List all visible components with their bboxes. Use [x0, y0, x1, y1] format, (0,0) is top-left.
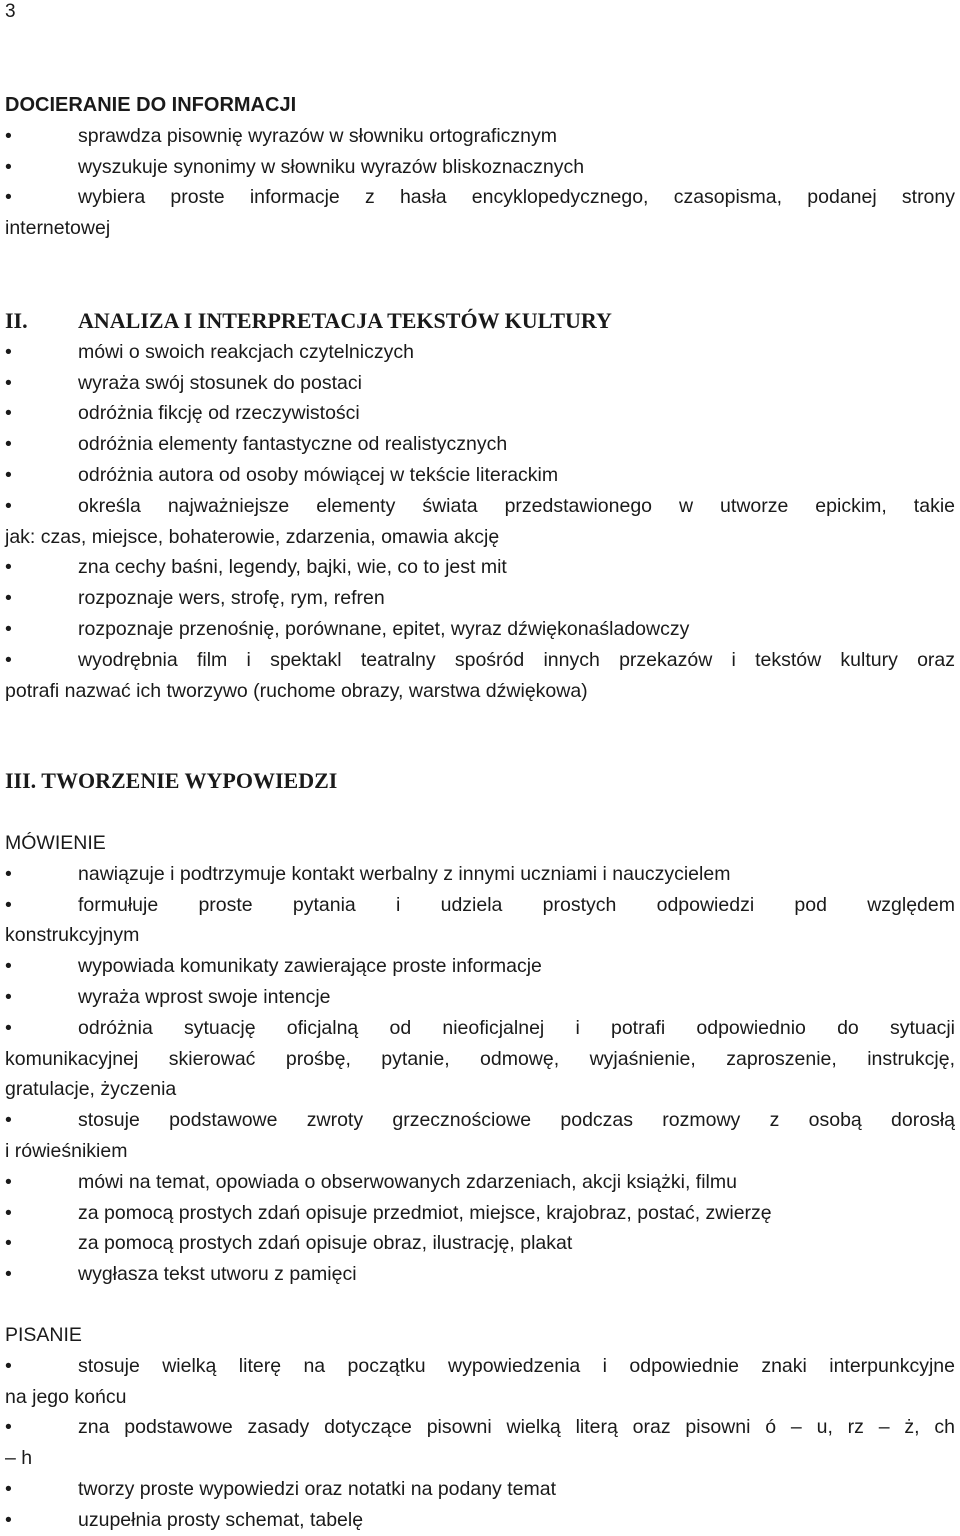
- bullet-icon: •: [5, 494, 12, 517]
- list-item: • formułuje proste pytania i udziela prostych odpowiedzi pod względem konstrukcyjnym: [5, 890, 955, 952]
- section-docieranie: [5, 90, 955, 244]
- section-tworzenie: [5, 766, 955, 797]
- list-item: • mówi o swoich reakcjach czytelniczych: [5, 337, 955, 368]
- section-analiza: [5, 306, 955, 706]
- section-title: DOCIERANIE DO INFORMACJI: [5, 94, 297, 116]
- list-item: • za pomocą prostych zdań opisuje obraz, ilustrację, plakat: [5, 1228, 955, 1259]
- list-item: • nawiązuje i podtrzymuje kontakt werbalny z innymi uczniami i nauczycielem: [5, 859, 955, 890]
- list-item: • określa najważniejsze elementy świata przedstawionego w utworze epickim, takie jak: czas, miejsce, bohaterowie, zdarzenia, omawia akcję: [5, 491, 955, 553]
- list-item: • wyraża swój stosunek do postaci: [5, 368, 955, 399]
- list-item: • tworzy proste wypowiedzi oraz notatki na podany temat: [5, 1474, 955, 1505]
- list-item: • wygłasza tekst utworu z pamięci: [5, 1259, 955, 1290]
- list-item: • stosuje wielką literę na początku wypowiedzenia i odpowiednie znaki interpunkcyjne na jego końcu: [5, 1351, 955, 1413]
- list-item: • wyodrębnia film i spektakl teatralny spośród innych przekazów i tekstów kultury oraz potrafi nazwać ich tworzywo (ruchome obrazy, warstwa dźwiękowa): [5, 645, 955, 707]
- list-item: • zna cechy baśni, legendy, bajki, wie, co to jest mit: [5, 552, 955, 583]
- bullet-icon: •: [5, 1109, 12, 1132]
- bullet-icon: •: [5, 463, 12, 486]
- bullet-icon: •: [5, 371, 12, 394]
- bullet-icon: •: [5, 893, 12, 916]
- list-item: • wyraża wprost swoje intencje: [5, 982, 955, 1013]
- list-item: • rozpoznaje wers, strofę, rym, refren: [5, 583, 955, 614]
- list-item: • odróżnia elementy fantastyczne od realistycznych: [5, 429, 955, 460]
- bullet-icon: •: [5, 340, 12, 363]
- bullet-icon: •: [5, 985, 12, 1008]
- bullet-icon: •: [5, 955, 12, 978]
- bullet-icon: •: [5, 186, 12, 209]
- subsection-mowienie: [5, 828, 955, 1290]
- bullet-icon: •: [5, 1232, 12, 1255]
- page-number: 3: [5, 1, 16, 22]
- section-number: II.: [5, 308, 28, 333]
- list-item: • stosuje podstawowe zwroty grzecznościowe podczas rozmowy z osobą dorosłą i rówieśnikiem: [5, 1105, 955, 1167]
- section-title: TWORZENIE WYPOWIEDZI: [41, 768, 338, 793]
- list-item: • wyszukuje synonimy w słowniku wyrazów bliskoznacznych: [5, 152, 955, 183]
- list-item: • za pomocą prostych zdań opisuje przedmiot, miejsce, krajobraz, postać, zwierzę: [5, 1198, 955, 1229]
- bullet-icon: •: [5, 402, 12, 425]
- subsection-pisanie: [5, 1320, 955, 1536]
- list-item: • uzupełnia prosty schemat, tabelę: [5, 1505, 955, 1536]
- bullet-icon: •: [5, 862, 12, 885]
- list-item: • zna podstawowe zasady dotyczące pisowni wielką literą oraz pisowni ó – u, rz – ż, ch – h: [5, 1412, 955, 1474]
- bullet-icon: •: [5, 433, 12, 456]
- bullet-icon: •: [5, 1263, 12, 1286]
- bullet-icon: •: [5, 1016, 12, 1039]
- section-number: III.: [5, 768, 37, 793]
- subsection-title: MÓWIENIE: [5, 832, 106, 854]
- bullet-icon: •: [5, 1354, 12, 1377]
- subsection-title: PISANIE: [5, 1324, 82, 1346]
- bullet-icon: •: [5, 556, 12, 579]
- bullet-icon: •: [5, 1201, 12, 1224]
- section-heading: [5, 306, 955, 337]
- bullet-icon: •: [5, 1508, 12, 1531]
- bullet-icon: •: [5, 1477, 12, 1500]
- bullet-icon: •: [5, 587, 12, 610]
- list-item: • sprawdza pisownię wyrazów w słowniku ortograficznym: [5, 121, 955, 152]
- section-heading: [5, 766, 955, 797]
- bullet-icon: •: [5, 124, 12, 147]
- list-item: • odróżnia sytuację oficjalną od nieoficjalnej i potrafi odpowiednio do sytuacji komunikacyjnej skierować prośbę, pytanie, odmowę, wyjaśnienie, zaproszenie, instrukcję, gratulacje, życzenia: [5, 1013, 955, 1105]
- list-item: • wypowiada komunikaty zawierające proste informacje: [5, 951, 955, 982]
- list-item: • mówi na temat, opowiada o obserwowanych zdarzeniach, akcji książki, filmu: [5, 1167, 955, 1198]
- bullet-icon: •: [5, 648, 12, 671]
- bullet-icon: •: [5, 155, 12, 178]
- list-item: • odróżnia fikcję od rzeczywistości: [5, 398, 955, 429]
- section-title: ANALIZA I INTERPRETACJA TEKSTÓW KULTURY: [78, 308, 612, 333]
- bullet-icon: •: [5, 1170, 12, 1193]
- list-item: • odróżnia autora od osoby mówiącej w tekście literackim: [5, 460, 955, 491]
- list-item: • rozpoznaje przenośnię, porównane, epitet, wyraz dźwiękonaśladowczy: [5, 614, 955, 645]
- bullet-icon: •: [5, 1416, 12, 1439]
- list-item: • wybiera proste informacje z hasła encyklopedycznego, czasopisma, podanej strony internetowej: [5, 182, 955, 244]
- bullet-icon: •: [5, 617, 12, 640]
